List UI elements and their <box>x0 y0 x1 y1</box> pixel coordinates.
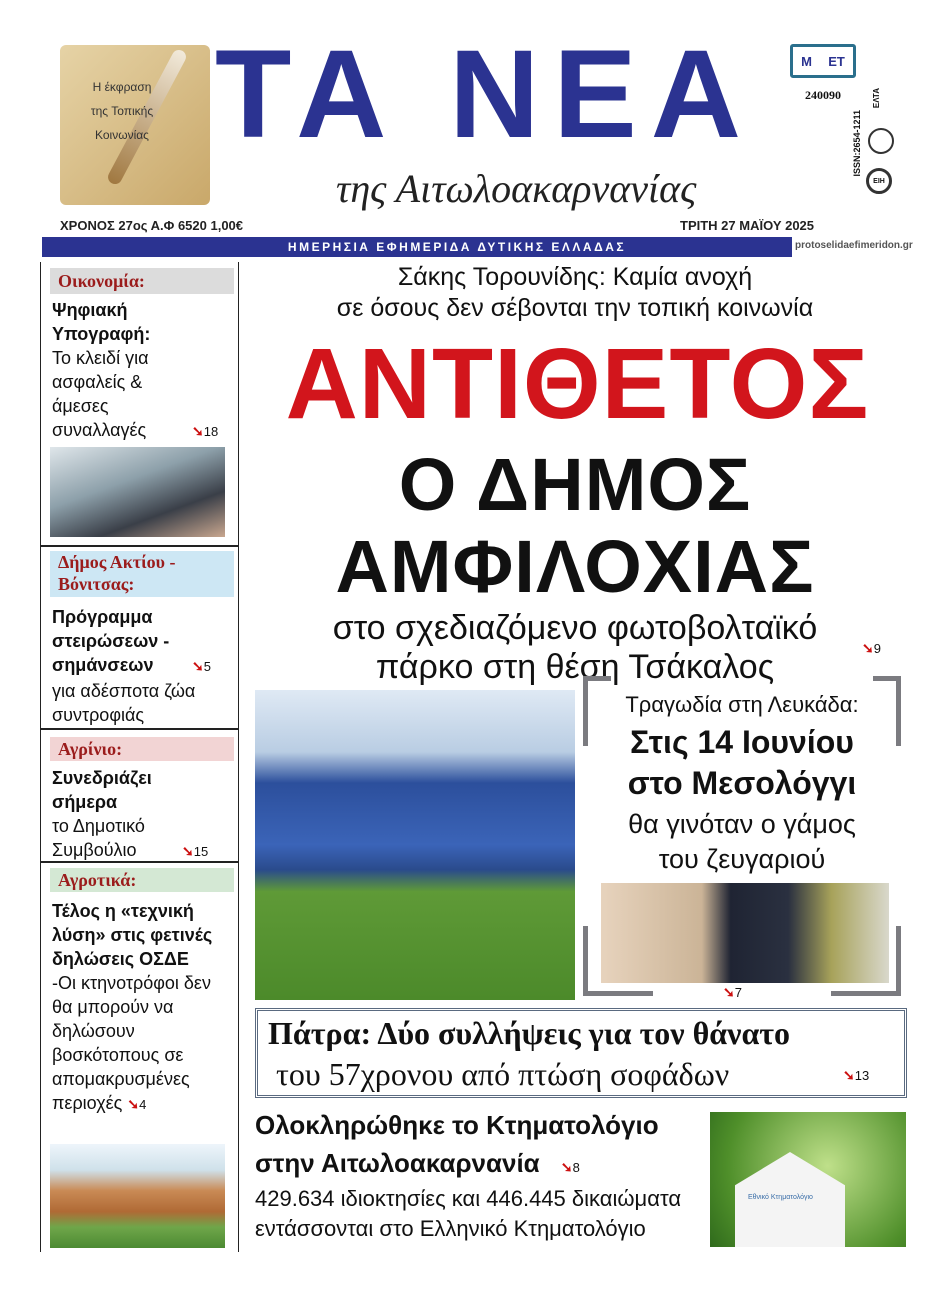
sidebar-rule <box>40 262 41 1252</box>
lead-deck-line: πάρκο στη θέση Τσάκαλος <box>375 648 775 686</box>
cadastre-logo-text: Εθνικό Κτηματολόγιο <box>748 1194 813 1201</box>
page-ref: ➘5 <box>192 658 211 674</box>
box-headline <box>583 722 901 804</box>
cattle-photo <box>50 1144 225 1248</box>
lead-kicker <box>250 262 900 324</box>
lead-line-3: ΑΜΦΙΛΟΧΙΑΣ <box>335 525 815 608</box>
story-bold: Πρόγραμμα στειρώσεων - σημάνσεων <box>52 607 170 675</box>
page-ref: ➘18 <box>192 423 219 439</box>
box-text <box>583 807 901 877</box>
section-header-oikonomia: Οικονομία: <box>50 268 234 294</box>
cadastre-text-line: 429.634 ιδιοκτησίες και 446.445 δικαιώματα <box>255 1186 682 1211</box>
page-ref: ➘13 <box>843 1067 870 1083</box>
sidebar-story-oikonomia[interactable] <box>52 298 234 444</box>
tagline-line: Η έκφραση <box>92 80 152 94</box>
lefkada-story-box[interactable] <box>583 676 901 1000</box>
story-bold: Τέλος η «τεχνική λύση» στις φετινές δηλώσεις ΟΣΔΕ <box>52 901 213 969</box>
divider <box>40 728 239 730</box>
sidebar-story-aktio[interactable] <box>52 605 234 727</box>
lead-line-2: Ο ΔΗΜΟΣ <box>398 443 752 526</box>
cadastre-headline[interactable] <box>255 1106 659 1187</box>
lead-deck-line: στο σχεδιαζόμενο φωτοβολταϊκό <box>332 609 818 647</box>
page-ref: ➘8 <box>560 1159 580 1175</box>
cadastre-headline-line: στην Αιτωλοακαρνανία <box>255 1148 540 1178</box>
issn: ISSN:2654-1211 <box>852 110 862 177</box>
divider <box>40 545 239 547</box>
elta-logo: ΕΛΤΑ <box>872 88 881 109</box>
lead-kicker-line: Σάκης Τορουνίδης: Καμία ανοχή <box>397 263 753 291</box>
box-headline-line: Στις 14 Ιουνίου <box>630 724 854 760</box>
story-text: -Οι κτηνοτρόφοι δεν θα μπορούν να δηλώσουν βοσκότοπους σε απομακρυσμένες περιοχές <box>52 973 211 1113</box>
issue-date: ΤΡΙΤΗ 27 ΜΑΪΟΥ 2025 <box>680 218 815 233</box>
tagline-line: Κοινωνίας <box>95 128 149 142</box>
patra-text: του 57χρονου από πτώση σοφάδων <box>276 1056 730 1092</box>
lead-kicker-line: σε όσους δεν σέβονται την τοπική κοινωνία <box>336 294 814 322</box>
story-text: Το κλειδί για ασφαλείς & άμεσες συναλλαγές <box>52 348 149 440</box>
sidebar-rule <box>238 262 239 1252</box>
page-ref: ➘7 <box>723 984 742 1000</box>
section-header-agrotika: Αγροτικά: <box>50 868 234 892</box>
portrait-photo <box>601 883 889 983</box>
masthead-band: ΗΜΕΡΗΣΙΑ ΕΦΗΜΕΡΙΔΑ ΔΥΤΙΚΗΣ ΕΛΛΑΔΑΣ <box>42 237 792 257</box>
eie-seal-icon: ΕΙΗ <box>866 168 892 194</box>
box-text-line: του ζευγαριού <box>658 844 826 874</box>
box-kicker: Τραγωδία στη Λευκάδα: <box>625 692 859 717</box>
tagline-line: της Τοπικής <box>90 104 154 118</box>
watermark: protoselidaefimeridon.gr <box>795 240 913 251</box>
met-logo <box>790 44 856 78</box>
met-number: 240090 <box>805 88 841 102</box>
patra-story-box[interactable] <box>255 1008 907 1098</box>
box-headline-line: στο Μεσολόγγι <box>627 765 857 801</box>
cadastre-text-line: εντάσσονται στο Ελληνικό Κτηματολόγιο <box>255 1216 646 1241</box>
patra-headline: Πάτρα: Δύο συλλήψεις για τον θάνατο <box>268 1015 791 1051</box>
page-ref: ➘4 <box>127 1096 147 1112</box>
story-text: το Δημοτικό Συμβούλιο <box>52 816 145 860</box>
story-bold: Συνεδριάζει σήμερα <box>52 768 152 812</box>
section-header-aktio: Δήμος Ακτίου - Βόνιτσας: <box>50 551 234 597</box>
page-ref: ➘15 <box>182 843 209 859</box>
cadastre-headline-line: Ολοκληρώθηκε το Κτηματολόγιο <box>255 1106 659 1144</box>
logo-tagline <box>72 75 172 147</box>
sidebar-story-agrotika[interactable] <box>52 899 234 1117</box>
solar-panel-photo <box>255 690 575 1000</box>
met-right: ΕΤ <box>828 53 845 69</box>
issue-info: ΧΡΟΝΟΣ 27ος Α.Φ 6520 1,00€ <box>60 218 244 233</box>
sidebar-story-agrinio[interactable] <box>52 766 234 864</box>
box-text-line: θα γινόταν ο γάμος <box>628 809 856 839</box>
stamp-seal-icon <box>868 128 894 154</box>
masthead-title: ΤΑ ΝΕΑ <box>215 25 755 164</box>
story-bold: Ψηφιακή Υπογραφή: <box>52 300 151 344</box>
masthead-subtitle: της Αιτωλοακαρνανίας <box>336 166 697 211</box>
page-ref: ➘9 <box>862 640 881 656</box>
met-left: Μ <box>801 53 812 69</box>
story-text: για αδέσποτα ζώα συντροφιάς <box>52 681 196 725</box>
section-header-agrinio: Αγρίνιο: <box>50 737 234 761</box>
cadastre-text <box>255 1184 681 1244</box>
cadastre-photo <box>710 1112 906 1247</box>
lead-headline[interactable]: ΑΝΤΙΘΕΤΟΣ <box>285 328 870 440</box>
laptop-photo <box>50 447 225 537</box>
